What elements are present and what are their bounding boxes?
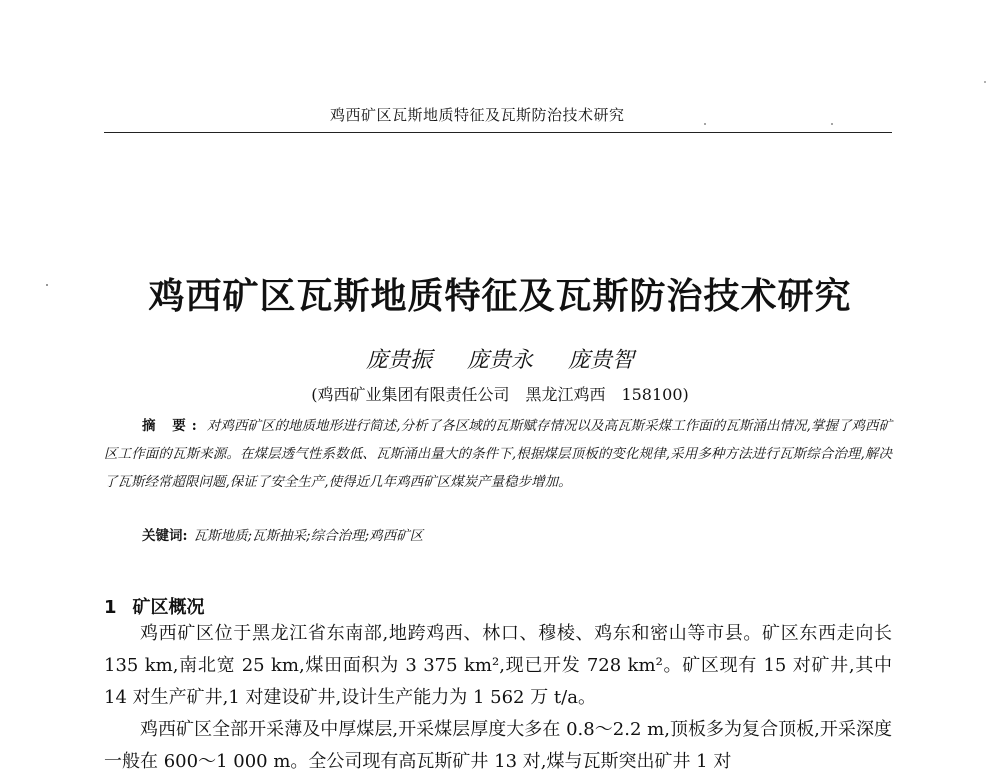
affiliation: (鸡西矿业集团有限责任公司 黑龙江鸡西 158100): [311, 385, 689, 404]
body-text: [104, 618, 892, 778]
keywords-label: 关键词:: [142, 528, 188, 544]
author-name: 庞贵永: [466, 348, 533, 373]
author-list: [0, 343, 1000, 374]
author-name: 庞贵智: [568, 348, 635, 373]
running-head: 鸡西矿区瓦斯地质特征及瓦斯防治技术研究: [330, 106, 625, 124]
keywords-text: 瓦斯地质;瓦斯抽采;综合治理;鸡西矿区: [193, 528, 424, 544]
section-title: 矿区概况: [132, 597, 205, 618]
body-paragraph: 鸡西矿区位于黑龙江省东南部,地跨鸡西、林口、穆棱、鸡东和密山等市县。矿区东西走向长 135 km,南北宽 25 km,煤田面积为 3 375 km²,现已开发 728 km²。矿区现有 15 对矿井,其中 14 对生产矿井,1 对建设矿井,设计生产能力为 1 562 万 t/a。: [104, 623, 892, 708]
abstract: [104, 412, 892, 496]
paper-title: 鸡西矿区瓦斯地质特征及瓦斯防治技术研究: [148, 276, 852, 317]
keywords: [142, 524, 423, 544]
body-paragraph: 鸡西矿区全部开采薄及中厚煤层,开采煤层厚度大多在 0.8～2.2 m,顶板多为复合顶板,开采深度一般在 600～1 000 m。全公司现有高瓦斯矿井 13 对,煤与瓦斯突出矿井 1 对: [104, 719, 892, 772]
author-name: 庞贵振: [365, 348, 432, 373]
section-heading: [104, 593, 205, 619]
header-rule: [104, 132, 892, 133]
abstract-label: 摘 要:: [142, 418, 203, 434]
section-number: 1: [104, 597, 117, 618]
abstract-text: 对鸡西矿区的地质地形进行简述,分析了各区域的瓦斯赋存情况以及高瓦斯采煤工作面的瓦斯涌出情况,掌握了鸡西矿区工作面的瓦斯来源。在煤层透气性系数低、瓦斯涌出量大的条件下,根据煤层顶板的变化规律,采用多种方法进行瓦斯综合治理,解决了瓦斯经常超限问题,保证了安全生产,使得近几年鸡西矿区煤炭产量稳步增加。: [104, 418, 892, 490]
